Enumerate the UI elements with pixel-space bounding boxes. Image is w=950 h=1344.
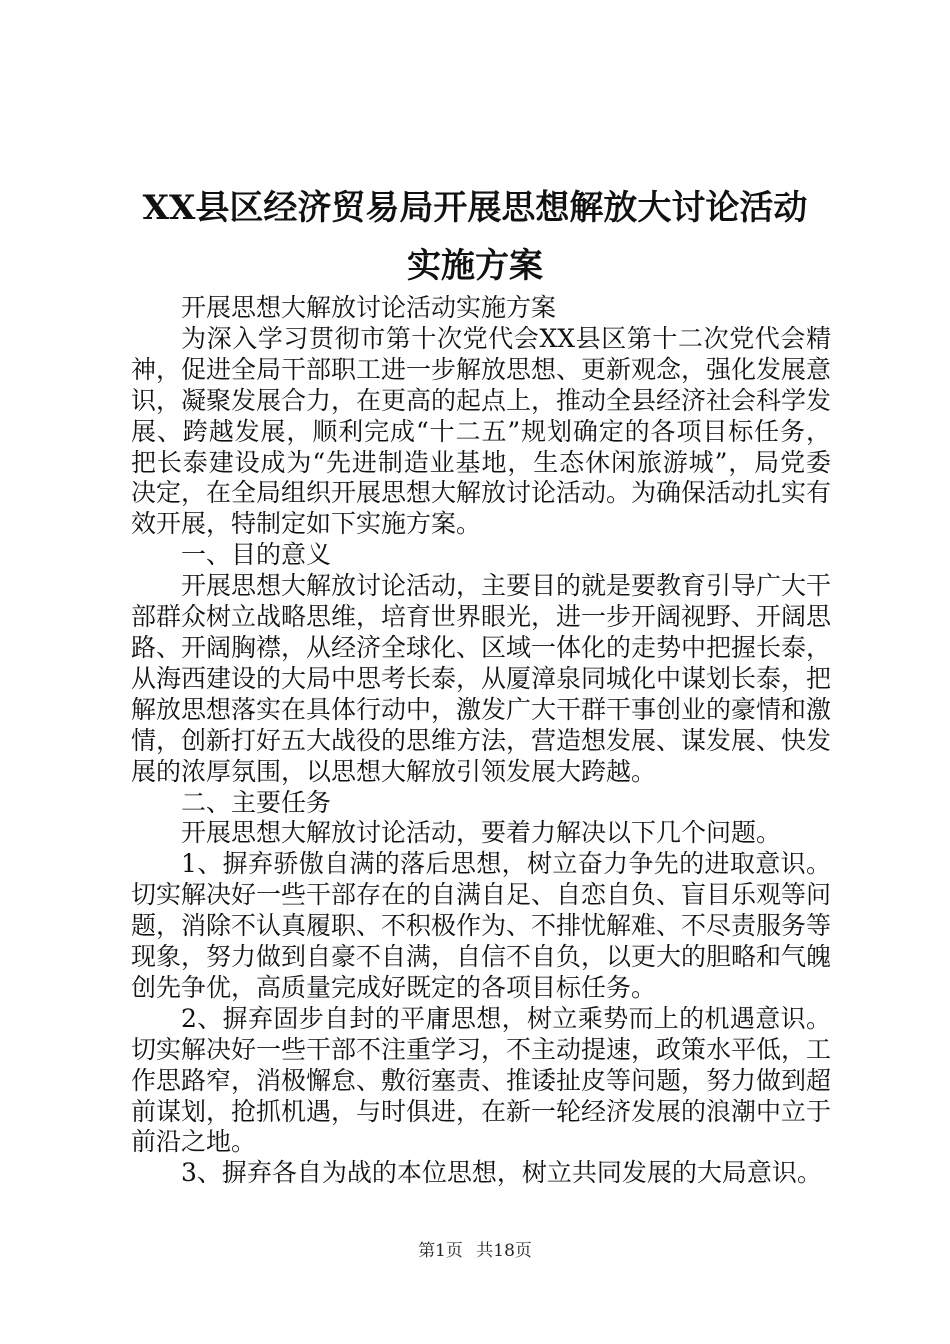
page-number: 第1页: [418, 1241, 463, 1261]
document-title-line-2: 实施方案: [407, 246, 543, 286]
page-footer: [0, 1240, 950, 1262]
section-heading-purpose: 一、目的意义: [181, 540, 332, 570]
paragraph-task-3: 3、摒弃各自为战的本位思想，树立共同发展的大局意识。: [181, 1158, 822, 1188]
page-total: 共18页: [476, 1241, 532, 1261]
paragraph-task-1: 1、摒弃骄傲自满的落后思想，树立奋力争先的进取意识。切实解决好一些干部存在的自满自足、自恋自负、盲目乐观等问题，消除不认真履职、不积极作为、不排忧解难、不尽责服务等现象，努力做到自豪不自满，自信不自负，以更大的胆略和气魄创先争优，高质量完成好既定的各项目标任务。: [131, 849, 832, 1002]
section-heading-tasks: 二、主要任务: [181, 787, 332, 817]
paragraph-subtitle: 开展思想大解放讨论活动实施方案: [181, 293, 557, 322]
paragraph-tasks-intro: 开展思想大解放讨论活动，要着力解决以下几个问题。: [181, 818, 782, 848]
paragraph-purpose: 开展思想大解放讨论活动，主要目的就是要教育引导广大干部群众树立战略思维，培育世界眼光，进一步开阔视野、开阔思路、开阔胸襟，从经济全球化、区域一体化的走势中把握长泰，从海西建设的大局中思考长泰，从厦漳泉同城化中谋划长泰，把解放思想落实在具体行动中，激发广大干群干事创业的豪情和激情，创新打好五大战役的思维方法，营造想发展、谋发展、快发展的浓厚氛围，以思想大解放引领发展大跨越。: [131, 571, 832, 786]
paragraph-intro: 为深入学习贯彻市第十次党代会XX县区第十二次党代会精神，促进全局干部职工进一步解放思想、更新观念，强化发展意识，凝聚发展合力，在更高的起点上，推动全县经济社会科学发展、跨越发展，顺利完成“十二五”规划确定的各项目标任务，把长泰建设成为“先进制造业基地，生态休闲旅游城”，局党委决定，在全局组织开展思想大解放讨论活动。为确保活动扎实有效开展，特制定如下实施方案。: [131, 323, 832, 539]
document-body: [131, 293, 831, 1189]
paragraph-task-2: 2、摒弃固步自封的平庸思想，树立乘势而上的机遇意识。切实解决好一些干部不注重学习，不主动提速，政策水平低，工作思路窄，消极懈怠、敷衍塞责、推诿扯皮等问题，努力做到超前谋划，抢抓机遇，与时俱进，在新一轮经济发展的浪潮中立于前沿之地。: [131, 1003, 832, 1157]
document-title-line-1: XX县区经济贸易局开展思想解放大讨论活动: [142, 188, 808, 228]
